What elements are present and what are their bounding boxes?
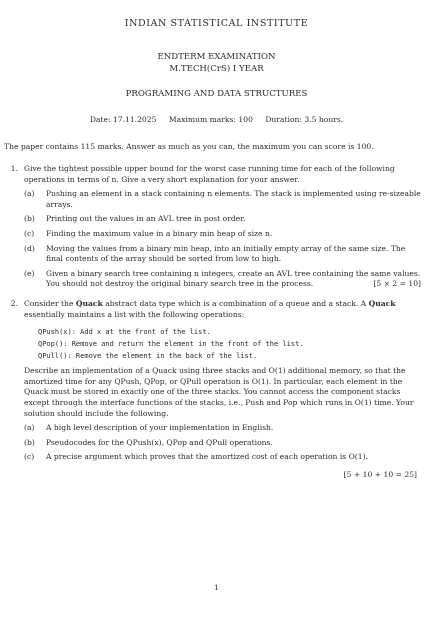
part-label: (e) [24, 268, 35, 278]
part-text: Finding the maximum value in a binary min heap of size n. [46, 228, 273, 238]
question-number: 2. [10, 298, 18, 308]
part-text: Pseudocodes for the QPush(x), QPop and QPull operations. [46, 437, 273, 447]
question-part [24, 229, 421, 240]
max-marks: Maximum marks: 100 [168, 115, 253, 124]
question-description: Describe an implementation of a Quack using three stacks and O(1) additional memory, so that the amortized time for any QPush, QPop, or QPull operation is O(1). In particular, each element in the Quack must be stored in exactly one of the three stacks. You cannot access the component stacks except through the interface functions of the stacks, i.e., Push and Pop which runs in O(1) time. Your solution should include the following. [24, 366, 414, 418]
part-text: Pushing an element in a stack containing n elements. The stack is implemented using re-sizeable arrays. [46, 189, 421, 209]
course-title: PROGRAMING AND DATA STRUCTURES [125, 89, 308, 99]
paper-instructions: The paper contains 115 marks. Answer as much as you can, the maximum you can score is 100. [4, 142, 374, 151]
question-marks: [5 × 2 = 10] [373, 279, 421, 289]
question-part [24, 438, 421, 449]
part-text: Printing out the values in an AVL tree in post order. [46, 214, 246, 224]
question-part [24, 269, 421, 290]
question-marks: [5 + 10 + 10 = 25] [343, 469, 417, 479]
question-text: Give the tightest possible upper bound for the worst case running time for each of the following operations in terms of n. Give a very short explanation for your answer. [24, 164, 395, 184]
part-label: (d) [24, 243, 35, 253]
part-label: (b) [24, 214, 35, 224]
question-part [24, 189, 421, 210]
operation-qpush: QPush(x): Add x at the front of the list. [38, 328, 211, 337]
question-number: 1. [10, 164, 18, 173]
question-intro [24, 299, 421, 320]
part-label: (b) [24, 437, 35, 447]
question-part [24, 244, 421, 265]
question-part [24, 452, 421, 463]
exam-date: Date: 17.11.2025 [89, 115, 157, 124]
page-number: 1 [214, 583, 219, 592]
institute-name: INDIAN STATISTICAL INSTITUTE [124, 18, 309, 29]
part-label: (a) [24, 189, 35, 199]
part-text: Moving the values from a binary min heap, into an initially empty array of the same size. The final contents of the array should be sorted from low to high. [46, 243, 406, 264]
part-text: A precise argument which proves that the amortized cost of each operation is O(1). [46, 452, 368, 462]
question-2 [8, 299, 425, 481]
part-label: (c) [24, 452, 35, 462]
part-label: (a) [24, 423, 35, 433]
intro-text: Consider the [24, 298, 74, 308]
part-label: (c) [24, 228, 35, 238]
duration: Duration: 3.5 hours. [265, 115, 344, 124]
operations-list [38, 326, 421, 362]
operation-qpull: QPull(): Remove the element in the back of the list. [38, 352, 258, 361]
quack-term: Quack [75, 298, 103, 308]
exam-title: ENDTERM EXAMINATION [157, 52, 276, 62]
question-1 [8, 164, 425, 290]
operation-qpop: QPop(): Remove and return the element in the front of the list. [38, 340, 304, 349]
quack-term: Quack [368, 298, 396, 308]
intro-text: essentially maintains a list with the following operations: [24, 309, 245, 319]
program-name: M.TECH(CrS) I YEAR [169, 64, 264, 74]
part-text: A high level description of your implementation in English. [46, 423, 274, 433]
part-text: Given a binary search tree containing n integers, create an AVL tree containing the same values. You should not destroy the original binary search tree in the process. [46, 268, 421, 289]
question-part [24, 423, 421, 434]
intro-text: abstract data type which is a combination of a queue and a stack. A [105, 298, 367, 308]
exam-meta [8, 115, 425, 124]
question-part [24, 214, 421, 225]
